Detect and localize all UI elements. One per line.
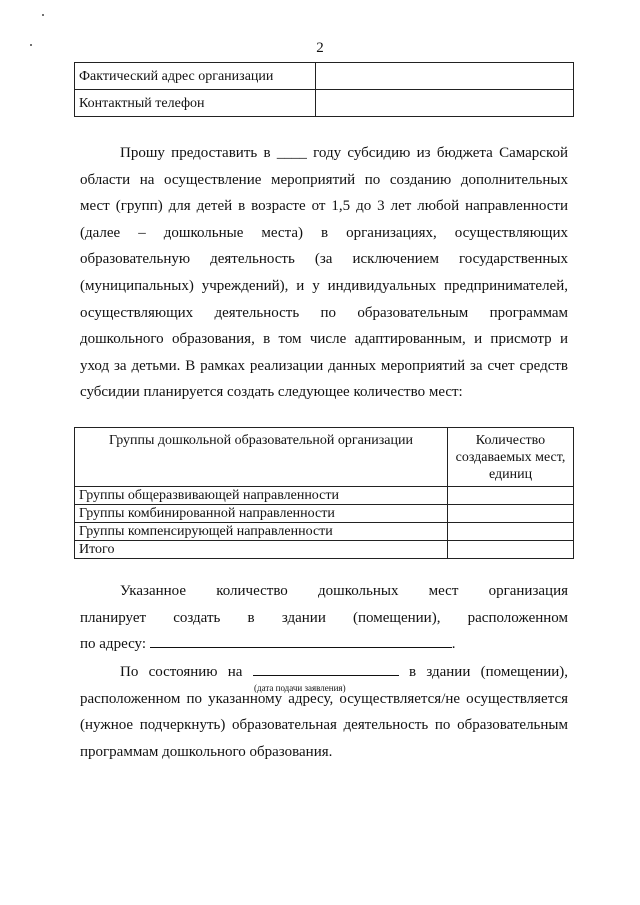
address-prefix: по адресу: <box>80 636 147 653</box>
paragraph-line <box>80 659 568 686</box>
status-suffix: в здании (помещении), <box>408 664 569 680</box>
page-number: 2 <box>316 40 324 56</box>
address-paragraph <box>80 578 568 658</box>
paragraph-line: мест (групп) для детей в возрасте от 1,5 до 3 лет любой направленности <box>80 198 568 215</box>
paragraph-line: дошкольного образования, в том числе адаптированным, и присмотр и <box>80 331 568 348</box>
table-row <box>75 487 574 505</box>
table-row <box>75 63 574 90</box>
paragraph-line: Прошу предоставить в ____ году субсидию из бюджета Самарской <box>120 145 568 161</box>
paragraph-line: образовательную деятельность (за исключением государственных <box>80 251 568 268</box>
paragraph-line: (далее – дошкольные места) в организациях, осуществляющих <box>80 224 568 241</box>
date-blank-field[interactable] <box>253 659 399 676</box>
paragraph-line: осуществляющих деятельность по образовательным программам <box>80 304 568 321</box>
paragraph-line: программам дошкольного образования. <box>80 743 333 760</box>
table-row <box>75 541 574 559</box>
date-caption: (дата подачи заявления) <box>254 683 346 693</box>
address-suffix: . <box>451 636 456 653</box>
address-label: Фактический адрес организации <box>75 63 316 90</box>
row-label: Группы компенсирующей направленности <box>75 523 448 541</box>
row-label: Итого <box>75 541 448 559</box>
paragraph-line: (нужное подчеркнуть) образовательная деятельность по образовательным <box>80 717 568 734</box>
phone-value[interactable] <box>316 90 574 117</box>
address-value[interactable] <box>316 63 574 90</box>
table-row <box>75 90 574 117</box>
paragraph-line: области на осуществление мероприятий по созданию дополнительных <box>80 171 568 188</box>
header-groups: Группы дошкольной образовательной организации <box>75 428 448 487</box>
paragraph-line: Указанное количество дошкольных мест организация <box>120 583 568 599</box>
row-label: Группы общеразвивающей направленности <box>75 487 448 505</box>
paragraph-line: расположенном по указанному адресу, осуществляется/не осуществляется <box>80 690 568 707</box>
row-value[interactable] <box>448 541 574 559</box>
paragraph-line: субсидии планируется создать следующее количество мест: <box>80 384 463 401</box>
paragraph-line: планирует создать в здании (помещении), расположенном <box>80 609 568 626</box>
paragraph-line <box>80 631 568 658</box>
row-value[interactable] <box>448 523 574 541</box>
paragraph-line: (муниципальных) учреждений), и у индивидуальных предпринимателей, <box>80 277 568 294</box>
header-count: Количество создаваемых мест, единиц <box>448 428 574 487</box>
status-prefix: По состоянию на <box>120 664 243 680</box>
organization-info-table <box>74 62 574 117</box>
phone-label: Контактный телефон <box>75 90 316 117</box>
address-blank-field[interactable] <box>150 631 452 648</box>
status-paragraph <box>80 659 568 765</box>
table-row <box>75 505 574 523</box>
table-row <box>75 523 574 541</box>
paragraph-line: уход за детьми. В рамках реализации данных мероприятий за счет средств <box>80 357 568 374</box>
row-label: Группы комбинированной направленности <box>75 505 448 523</box>
scan-speck <box>42 14 44 16</box>
places-table <box>74 427 574 559</box>
table-header-row <box>75 428 574 487</box>
row-value[interactable] <box>448 505 574 523</box>
row-value[interactable] <box>448 487 574 505</box>
request-paragraph <box>80 140 568 406</box>
